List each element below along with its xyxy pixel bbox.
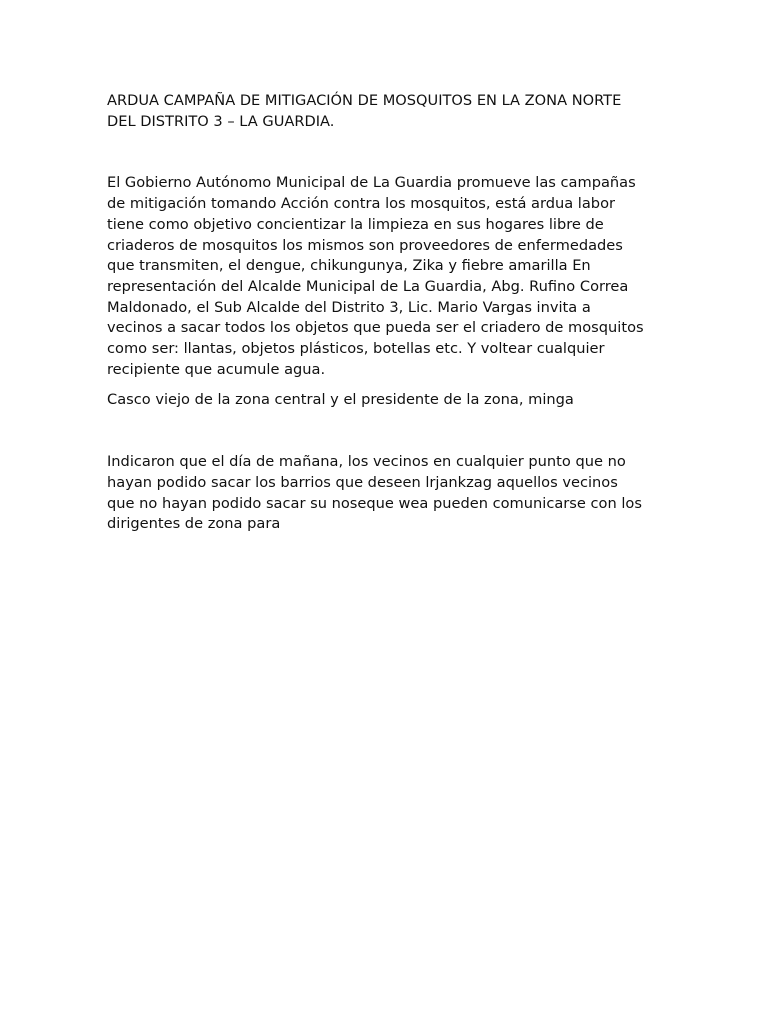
paragraph-indicaron: Indicaron que el día de mañana, los vecinos en cualquier punto que no hayan podido sacar los barrios que deseen lrjankzag aquellos vecinos que no hayan podido sacar su noseque wea pueden comunicarse con los dirigentes de zona para [107, 453, 642, 533]
paragraph-campaign-description: El Gobierno Autónomo Municipal de La Guardia promueve las campañas de mitigación tomando Acción contra los mosquitos, está ardua labor tiene como objetivo concientizar la limpieza en sus hogares libre de criaderos de mosquitos los mismos son proveedores de enfermedades que transmiten, el dengue, chikungunya, Zika y fiebre amarilla En representación del Alcalde Municipal de La Guardia, Abg. Rufino Correa Maldonado, el Sub Alcalde del Distrito 3, Lic. Mario Vargas invita a vecinos a sacar todos los objetos que pueda ser el criadero de mosquitos como ser: llantas, objetos plásticos, botellas etc. Y voltear cualquier recipiente que acumule agua. [107, 174, 644, 378]
document-title: ARDUA CAMPAÑA DE MITIGACIÓN DE MOSQUITOS EN LA ZONA NORTE DEL DISTRITO 3 – LA GUARDIA. [107, 92, 622, 130]
document-page [107, 91, 667, 535]
paragraph-casco-viejo: Casco viejo de la zona central y el presidente de la zona, minga [107, 391, 574, 409]
